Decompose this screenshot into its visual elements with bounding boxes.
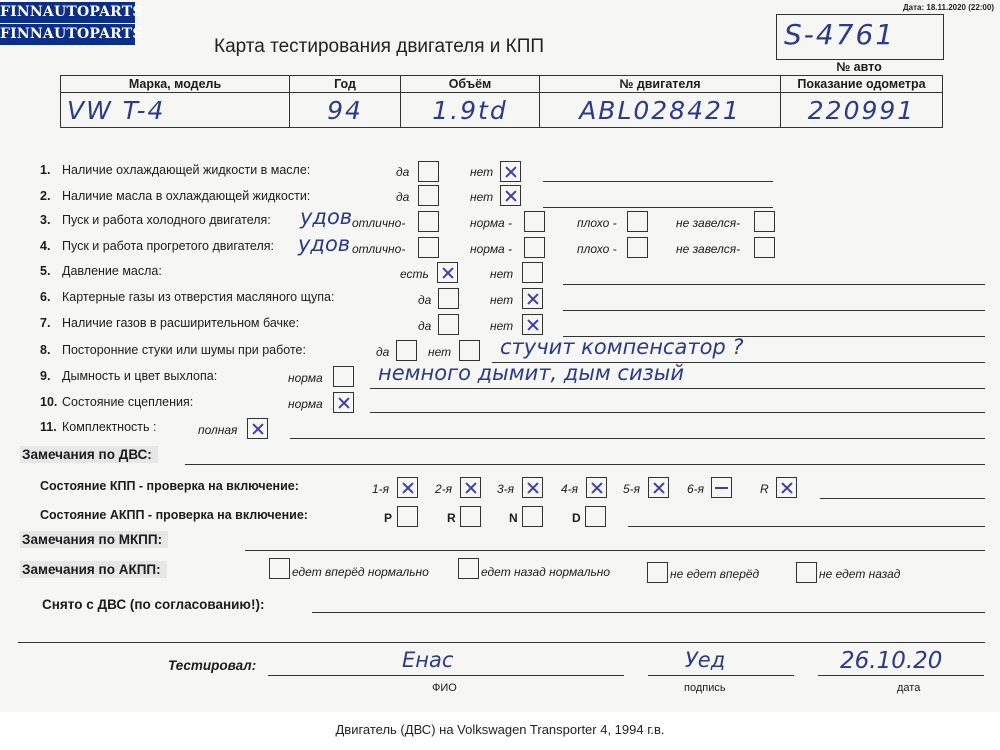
q7-da-label: да	[418, 319, 432, 333]
id-handwritten: S-4761	[784, 18, 896, 51]
q3-text: Пуск и работа холодного двигателя:	[62, 213, 271, 227]
kpp-gear-6-label: 6-я	[687, 482, 705, 496]
q4-ne-zavelsya-checkbox[interactable]	[754, 237, 775, 258]
q8-net-checkbox[interactable]	[459, 340, 480, 361]
q11-text: Комплектность :	[62, 420, 157, 434]
akpp-opt-1-label: едет вперёд нормально	[292, 565, 429, 579]
q11-line	[290, 438, 985, 439]
q3-handwriting: удов	[300, 205, 353, 229]
watermark-logo-2: FINNAUTOPARTS	[0, 24, 135, 45]
q11-num: 11.	[40, 420, 57, 434]
q4-num: 4.	[40, 239, 51, 253]
q1-num: 1.	[40, 163, 51, 177]
tested-by-line	[268, 675, 624, 676]
kpp-gear-4-checkbox[interactable]	[586, 477, 607, 498]
tested-by-handwriting: Енас	[402, 648, 454, 672]
watermark-logo: FINNAUTOPARTS	[0, 2, 135, 23]
date-handwriting: 26.10.20	[840, 648, 943, 674]
q5-text: Давление масла:	[62, 264, 162, 278]
remarks-dvs-line	[185, 464, 985, 465]
kpp-gear-2-checkbox[interactable]	[460, 477, 481, 498]
q2-text: Наличие масла в охлаждающей жидкости:	[62, 189, 311, 203]
remarks-mkpp-label: Замечания по МКПП:	[20, 532, 168, 547]
signature-handwriting: Уед	[685, 648, 726, 672]
q4-otlichno-checkbox[interactable]	[418, 237, 439, 258]
q9-norma-label: норма	[288, 371, 323, 385]
q5-est-label: есть	[400, 267, 429, 281]
kpp-gear-6-checkbox[interactable]	[711, 477, 732, 498]
q6-text: Картерные газы из отверстия масляного щупа:	[62, 290, 335, 304]
akpp-opt-2-label: едет назад нормально	[481, 565, 611, 579]
q2-net-checkbox[interactable]	[500, 185, 521, 206]
q4-ne-zavelsya-label: не завелся-	[676, 242, 741, 256]
akpp-n-checkbox[interactable]	[522, 506, 543, 527]
podpis-label: подпись	[684, 682, 726, 694]
col-model: Марка, модель	[61, 76, 290, 93]
q7-text: Наличие газов в расширительном бачке:	[62, 316, 300, 330]
q8-text: Посторонние стуки или шумы при работе:	[62, 343, 306, 357]
q5-est-checkbox[interactable]	[437, 262, 458, 283]
kpp-gear-3-label: 3-я	[497, 482, 515, 496]
q3-otlichno-checkbox[interactable]	[418, 211, 439, 232]
kpp-gear-2-label: 2-я	[435, 482, 453, 496]
q10-norma-label: норма	[288, 397, 323, 411]
removed-label: Снято с ДВС (по согласованию!):	[42, 597, 265, 612]
val-engine: ABL028421	[540, 93, 781, 128]
q4-ploho-label: плохо -	[577, 242, 617, 256]
q5-net-checkbox[interactable]	[522, 262, 543, 283]
q10-num: 10.	[40, 395, 58, 409]
q4-otlichno-label: отлично-	[352, 242, 406, 256]
q3-num: 3.	[40, 213, 51, 227]
q9-norma-checkbox[interactable]	[333, 366, 354, 387]
kpp-gear-5-checkbox[interactable]	[648, 477, 669, 498]
q4-text: Пуск и работа прогретого двигателя:	[62, 239, 274, 253]
akpp-opt-1-checkbox[interactable]	[269, 558, 290, 579]
q3-ne-zavelsya-checkbox[interactable]	[754, 211, 775, 232]
kpp-gear-3-checkbox[interactable]	[522, 477, 543, 498]
kpp-gear-r-checkbox[interactable]	[776, 477, 797, 498]
akpp-opt-3-checkbox[interactable]	[647, 562, 668, 583]
q10-text: Состояние сцепления:	[62, 395, 194, 409]
q2-da-checkbox[interactable]	[418, 185, 439, 206]
q2-da-label: да	[396, 190, 410, 204]
kpp-gear-1-checkbox[interactable]	[397, 477, 418, 498]
q3-norma-label: норма -	[470, 216, 513, 230]
q10-line	[370, 412, 985, 413]
q9-text: Дымность и цвет выхлопа:	[62, 369, 218, 383]
q7-net-checkbox[interactable]	[522, 314, 543, 335]
q3-ploho-checkbox[interactable]	[627, 211, 648, 232]
akpp-label: Состояние АКПП - проверка на включение:	[40, 508, 308, 522]
page-title: Карта тестирования двигателя и КПП	[214, 36, 545, 57]
q6-num: 6.	[40, 290, 51, 304]
val-volume: 1.9td	[401, 93, 540, 128]
q6-da-label: да	[418, 293, 432, 307]
q4-ploho-checkbox[interactable]	[627, 237, 648, 258]
q1-net-label: нет	[470, 165, 494, 179]
q9-handwriting: немного дымит, дым сизый	[378, 361, 685, 385]
q4-handwriting: удов	[298, 232, 351, 256]
col-volume: Объём	[401, 76, 540, 93]
q2-net-label: нет	[470, 190, 494, 204]
kpp-gear-r-label: R	[760, 482, 769, 496]
q6-line	[563, 310, 985, 311]
q8-num: 8.	[40, 343, 51, 357]
caption: Двигатель (ДВС) на Volkswagen Transporter 4, 1994 г.в.	[335, 722, 665, 737]
col-year: Год	[290, 76, 401, 93]
val-odometer: 220991	[781, 93, 943, 128]
q4-norma-checkbox[interactable]	[524, 237, 545, 258]
q1-da-checkbox[interactable]	[418, 161, 439, 182]
q7-net-label: нет	[490, 319, 514, 333]
q4-norma-label: норма -	[470, 242, 513, 256]
q3-norma-checkbox[interactable]	[524, 211, 545, 232]
avto-number-label: № авто	[836, 60, 882, 74]
tested-by-label: Тестировал:	[168, 658, 257, 673]
q11-polnaya-checkbox[interactable]	[247, 418, 268, 439]
q11-polnaya-label: полная	[198, 423, 238, 437]
akpp-r-label: R	[447, 511, 456, 525]
col-odometer: Показание одометра	[781, 76, 943, 93]
q6-net-label: нет	[490, 293, 514, 307]
q3-ploho-label: плохо -	[577, 216, 617, 230]
akpp-n-label: N	[509, 511, 518, 525]
akpp-opt-4-label: не едет назад	[819, 567, 901, 581]
q7-num: 7.	[40, 316, 51, 330]
kpp-label: Состояние КПП - проверка на включение:	[40, 479, 299, 493]
q5-line	[563, 284, 985, 285]
q2-num: 2.	[40, 189, 51, 203]
date-line	[818, 675, 984, 676]
col-engine: № двигателя	[540, 76, 781, 93]
akpp-opt-2-checkbox[interactable]	[458, 558, 479, 579]
val-model: VW T-4	[61, 93, 290, 128]
remarks-akpp-label: Замечания по АКПП:	[20, 562, 167, 577]
q9-num: 9.	[40, 369, 51, 383]
q1-net-checkbox[interactable]	[500, 161, 521, 182]
q7-da-checkbox[interactable]	[438, 314, 459, 335]
q3-ne-zavelsya-label: не завелся-	[676, 216, 741, 230]
kpp-gear-4-label: 4-я	[561, 482, 579, 496]
q8-handwriting: стучит компенсатор ?	[500, 335, 744, 359]
q5-net-label: нет	[490, 267, 514, 281]
val-year: 94	[290, 93, 401, 128]
data-label: дата	[897, 682, 921, 694]
q6-net-checkbox[interactable]	[522, 288, 543, 309]
date-stamp: Дата: 18.11.2020 (22:00)	[902, 3, 994, 12]
akpp-p-checkbox[interactable]	[397, 506, 418, 527]
akpp-opt-4-checkbox[interactable]	[796, 562, 817, 583]
kpp-gear-5-label: 5-я	[623, 482, 641, 496]
akpp-r-checkbox[interactable]	[460, 506, 481, 527]
kpp-gear-1-label: 1-я	[372, 482, 390, 496]
removed-line	[312, 612, 985, 613]
q10-norma-checkbox[interactable]	[333, 392, 354, 413]
kpp-line	[820, 498, 985, 499]
akpp-line	[628, 526, 985, 527]
q1-line	[543, 181, 773, 182]
remarks-mkpp-line	[245, 550, 985, 551]
q8-da-label: да	[376, 345, 390, 359]
akpp-d-checkbox[interactable]	[585, 506, 606, 527]
signature-line	[648, 675, 794, 676]
q1-da-label: да	[396, 165, 410, 179]
akpp-d-label: D	[572, 511, 581, 525]
removed-line-2	[18, 642, 985, 643]
akpp-p-label: P	[384, 511, 393, 525]
q1-text: Наличие охлаждающей жидкости в масле:	[62, 163, 311, 177]
q9-line	[370, 388, 985, 389]
q5-num: 5.	[40, 264, 51, 278]
header-table	[60, 75, 943, 128]
remarks-dvs-label: Замечания по ДВС:	[20, 447, 158, 462]
q6-da-checkbox[interactable]	[438, 288, 459, 309]
q8-net-label: нет	[428, 345, 452, 359]
q2-line	[543, 207, 773, 208]
fio-label: ФИО	[432, 682, 457, 694]
akpp-opt-3-label: не едет вперёд	[670, 567, 760, 581]
q8-da-checkbox[interactable]	[396, 340, 417, 361]
q3-otlichno-label: отлично-	[352, 216, 406, 230]
